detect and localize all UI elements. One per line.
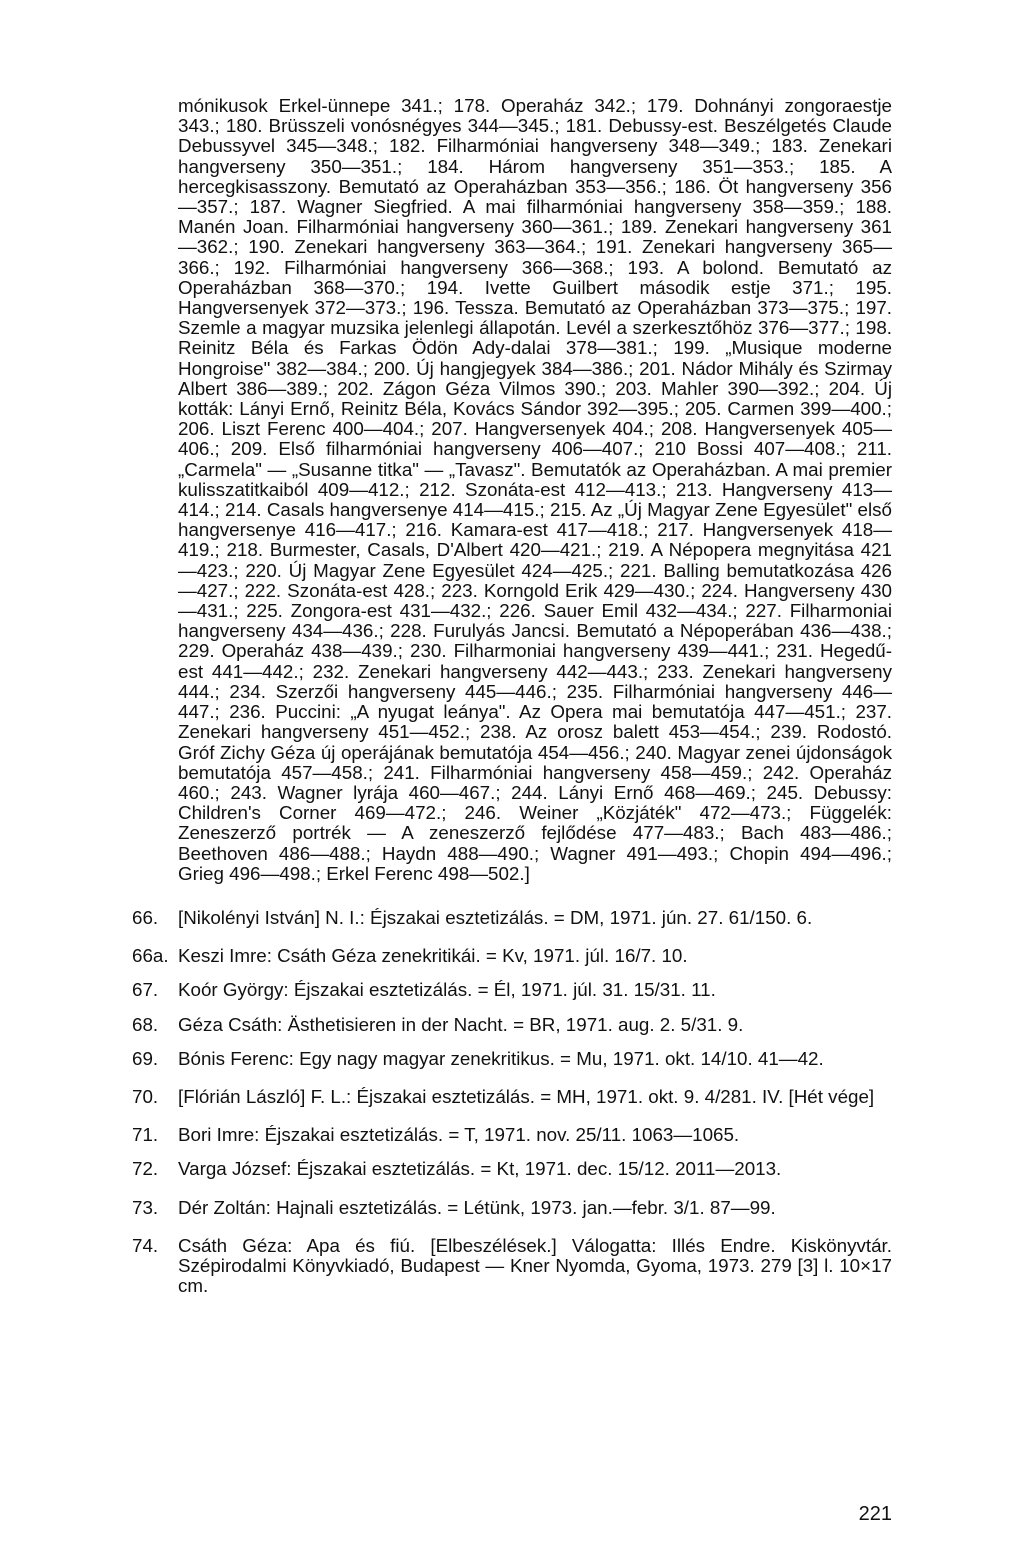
entry-text: Varga József: Éjszakai esztetizálás. = Kt, 1971. dec. 15/12. 2011—2013.	[178, 1158, 782, 1180]
entry-text: Koór György: Éjszakai esztetizálás. = Él, 1971. júl. 31. 15/31. 11.	[178, 979, 716, 1001]
entry-number: 70.	[132, 1085, 159, 1107]
entry-number: 69.	[132, 1047, 159, 1069]
bibliography-entries	[132, 906, 892, 1297]
entry-text: Dér Zoltán: Hajnali esztetizálás. = Létünk, 1973. jan.—febr. 3/1. 87—99.	[178, 1196, 776, 1218]
bibliography-entry	[132, 1085, 892, 1107]
bibliography-entry	[132, 1047, 892, 1069]
entry-text: Csáth Géza: Apa és fiú. [Elbeszélések.] Válogatta: Illés Endre. Kiskönyvtár. Szépirodalmi Könyvkiadó, Budapest — Kner Nyomda, Gyoma, 1973. 279 [3] l. 10×17 cm.	[178, 1234, 892, 1297]
entry-text: Bónis Ferenc: Egy nagy magyar zenekritikus. = Mu, 1971. okt. 14/10. 41—42.	[178, 1047, 824, 1069]
entry-number: 66.	[132, 906, 159, 928]
page-body	[132, 95, 892, 1314]
bibliography-entry	[132, 1158, 892, 1180]
bibliography-entry	[132, 1124, 892, 1146]
bibliography-entry	[132, 945, 892, 967]
entry-number: 67.	[132, 979, 159, 1001]
entry-number: 73.	[132, 1196, 159, 1218]
entry-text: [Flórián László] F. L.: Éjszakai esztetizálás. = MH, 1971. okt. 9. 4/281. IV. [Hét vége]	[178, 1085, 875, 1107]
entry-text: Keszi Imre: Csáth Géza zenekritikái. = Kv, 1971. júl. 16/7. 10.	[178, 945, 688, 967]
page-number: 221	[858, 1503, 892, 1525]
entry-number: 68.	[132, 1013, 159, 1035]
bibliography-entry	[132, 906, 892, 928]
entry-text: Bori Imre: Éjszakai esztetizálás. = T, 1971. nov. 25/11. 1063—1065.	[178, 1124, 740, 1146]
entry-number: 66a.	[132, 945, 169, 967]
entry-number: 74.	[132, 1234, 159, 1256]
bibliography-entry	[132, 1234, 892, 1297]
continuation-paragraph: mónikusok Erkel-ünnepe 341.; 178. Operaház 342.; 179. Dohnányi zongoraestje 343.; 180. Brüsszeli vonósnégyes 344—345.; 181. Debussy-est. Beszélgetés Claude Debussyvel 345—348.; 182. Filharmóniai hangverseny 348—349.; 183. Zenekari hangverseny 350—351.; 184. Három hangverseny 351—353.; 185. A hercegkisasszony. Bemutató az Operaházban 353—356.; 186. Öt hangverseny 356—357.; 187. Wagner Siegfried. A mai filharmóniai hangverseny 358—359.; 188. Manén Joan. Filharmóniai hangverseny 360—361.; 189. Zenekari hangverseny 361—362.; 190. Zenekari hangverseny 363—364.; 191. Zenekari hangverseny 365—366.; 192. Filharmóniai hangverseny 366—368.; 193. A bolond. Bemutató az Operaházban 368—370.; 194. Ivette Guilbert második estje 371.; 195. Hangversenyek 372—373.; 196. Tessza. Bemutató az Operaházban 373—375.; 197. Szemle a magyar muzsika jelenlegi állapotán. Levél a szerkesztőhöz 376—377.; 198. Reinitz Béla és Farkas Ödön Ady-dalai 378—381.; 199. „Musique moderne Hongroise" 382—384.; 200. Új hangjegyek 384—386.; 201. Nádor Mihály és Szirmay Albert 386—389.; 202. Zágon Géza Vilmos 390.; 203. Mahler 390—392.; 204. Új kották: Lányi Ernő, Reinitz Béla, Kovács Sándor 392—395.; 205. Carmen 399—400.; 206. Liszt Ferenc 400—404.; 207. Hangversenyek 404.; 208. Hangversenyek 405—406.; 209. Első filharmóniai hangverseny 406—407.; 210 Bossi 407—408.; 211. „Carmela" — „Susanne titka" — „Tavasz". Bemutatók az Operaházban. A mai premier kulisszatitkaiból 409—412.; 212. Szonáta-est 412—413.; 213. Hangverseny 413—414.; 214. Casals hangversenye 414—415.; 215. Az „Új Magyar Zene Egyesület" első hangversenye 416—417.; 216. Kamara-est 417—418.; 217. Hangversenyek 418—419.; 218. Burmester, Casals, D'Albert 420—421.; 219. A Népopera megnyitása 421—423.; 220. Új Magyar Zene Egyesület 424—425.; 221. Balling bemutatkozása 426—427.; 222. Szonáta-est 428.; 223. Korngold Erik 429—430.; 224. Hangverseny 430—431.; 225. Zongora-est 431—432.; 226. Sauer Emil 432—434.; 227. Filharmoniai hangverseny 434—436.; 228. Furulyás Jancsi. Bemutató a Népoperában 436—438.; 229. Operaház 438—439.; 230. Filharmoniai hangverseny 439—441.; 231. Hegedű-est 441—442.; 232. Zenekari hangverseny 442—443.; 233. Zenekari hangverseny 444.; 234. Szerzői hangverseny 445—446.; 235. Filharmóniai hangverseny 446—447.; 236. Puccini: „A nyugat leánya". Az Opera mai bemutatója 447—451.; 237. Zenekari hangverseny 451—452.; 238. Az orosz balett 453—454.; 239. Rodostó. Gróf Zichy Géza új operájának bemutatója 454—456.; 240. Magyar zenei újdonságok bemutatója 457—458.; 241. Filharmóniai hangverseny 458—459.; 242. Operaház 460.; 243. Wagner lyrája 460—467.; 244. Lányi Ernő 468—469.; 245. Debussy: Children's Corner 469—472.; 246. Weiner „Közjáték" 472—473.; Függelék: Zeneszerző portrék — A zeneszerző fejlődése 477—483.; Bach 483—486.; Beethoven 486—488.; Haydn 488—490.; Wagner 491—493.; Chopin 494—496.; Grieg 496—498.; Erkel Ferenc 498—502.]	[178, 95, 892, 884]
entry-number: 71.	[132, 1124, 159, 1146]
bibliography-entry	[132, 1013, 892, 1035]
bibliography-entry	[132, 1196, 892, 1218]
entry-number: 72.	[132, 1158, 159, 1180]
bibliography-entry	[132, 979, 892, 1001]
entry-text: Géza Csáth: Ästhetisieren in der Nacht. = BR, 1971. aug. 2. 5/31. 9.	[178, 1013, 744, 1035]
entry-text: [Nikolényi István] N. I.: Éjszakai esztetizálás. = DM, 1971. jún. 27. 61/150. 6.	[178, 906, 813, 928]
